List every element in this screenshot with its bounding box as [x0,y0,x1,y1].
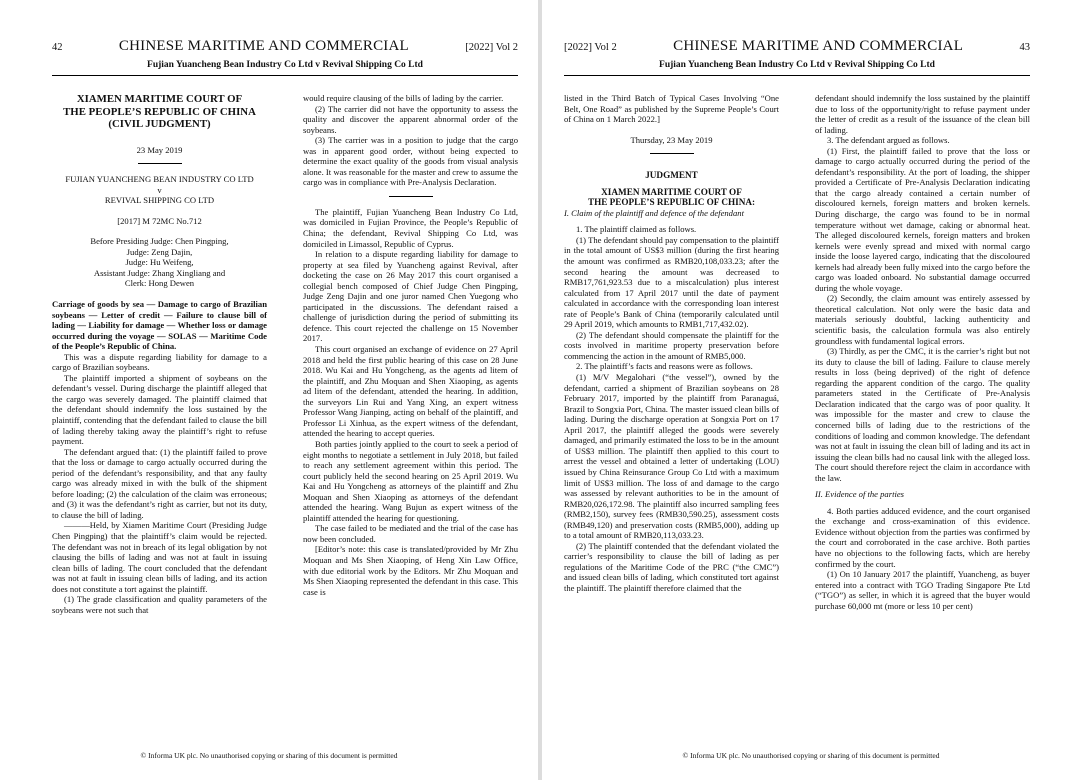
paragraph: 3. The defendant argued as follows. [827,135,950,146]
paragraph: 2. The plaintiff’s facts and reasons were as follows. [576,361,753,372]
text-columns [564,93,1030,743]
paragraph: This was a dispute regarding liability for damage to a cargo of Brazilian soybeans. [52,351,267,373]
paragraph: [Editor’s note: this case is translated/provided by Mr Zhu Moquan and Ms Shen Xiaoping, of Heng Xin Law Office, with due editorial work by the Editors. Mr Zhu Moquan and Ms Shen Xiaoping represented the defendant in this case. This case is [303,544,518,597]
versus-label: v [157,184,162,195]
judgment-date: Thursday, 23 May 2019 [630,134,713,145]
court-line: THE PEOPLE’S REPUBLIC OF CHINA [63,105,256,118]
paragraph: (1) On 10 January 2017 the plaintiff, Yuancheng, as buyer entered into a contract with TGO Trading Singapore Pte Ltd (“TGO”) as seller, in which it is agreed that the buyer would purchase 60,000 mt (more or less 10 per cent) [815,569,1030,611]
volume-label: [2022] Vol 2 [564,42,617,53]
paragraph: defendant should indemnify the loss sustained by the plaintiff due to loss of the opportunity/right to refuse payment under the letter of credit as a result of the issuance of the clean bill of lading. [815,93,1030,135]
bench-list [52,236,267,289]
divider [138,163,182,164]
paragraph: would require clausing of the bills of lading by the carrier. [303,93,504,103]
paragraph: (2) Secondly, the claim amount was entirely assessed by theoretical calculation. Not only were the basic data and materials seriously doubtful, lacking authenticity and scientific basis, the calculation formula was also entirely groundless with fundamental logical errors. [815,293,1030,346]
paragraph: (3) Thirdly, as per the CMC, it is the carrier’s right but not its duty to clause the bill of lading. Failure to clause merely results in loss (being deprived) of the right of defence regarding the apparent condition of the cargo. The quality parameters stated in the Certificate of Pre-Analysis Declaration indicated that the cargo was of poor quality. It was impossible for the master and crew to clause the concerned bills of lading due to the restrictions of the conditions of loading and common knowledge. The defendant was not at fault in issuing the clean bill of lading and its act in issuing the clean bills had no causal link with the alleged loss. The court should therefore reject the claim in accordance with the law. [815,346,1030,483]
court-line: THE PEOPLE’S REPUBLIC OF CHINA: [587,197,756,208]
judgment-heading: JUDGMENT [645,170,698,181]
left-page [0,0,538,780]
court-line: XIAMEN MARITIME COURT OF [76,93,243,105]
text-columns [52,93,518,743]
journal-title: CHINESE MARITIME AND COMMERCIAL [673,38,964,54]
right-page [542,0,1080,780]
bench-line: Judge: Hu Weifeng, [125,257,194,268]
paragraph: listed in the Third Batch of Typical Cases Involving “One Belt, One Road” as published by the Supreme People’s Court of China on 1 March 2022.] [564,93,779,125]
paragraph: The plaintiff imported a shipment of soybeans on the defendant’s vessel. During discharge the plaintiff alleged that the cargo was severely damaged. The plaintiff claimed that the defendant should indemnify the loss sustained by the plaintiff, contending that the defendant failed to clause the bill of lading thereby taking away the plaintiff’s right to refuse payment. [52,372,267,447]
copyright-footer: © Informa UK plc. No unauthorised copying or sharing of this document is permitted [682,751,940,760]
party-plaintiff: FUJIAN YUANCHENG BEAN INDUSTRY CO LTD [65,174,254,185]
party-defendant: REVIVAL SHIPPING CO LTD [104,195,215,206]
volume-label: [2022] Vol 2 [465,42,518,53]
case-title: Fujian Yuancheng Bean Industry Co Ltd v Revival Shipping Co Ltd [564,60,1030,76]
divider [389,196,433,197]
running-header [564,38,1030,55]
paragraph: Both parties jointly applied to the court to seek a period of eight months to negotiate a settlement in July 2018, but failed to reach any settlement agreement within this period. The court publicly held the second hearing on 25 April 2019. Wu Kai and Hu Yongcheng as attorneys of the plaintiff and Zhu Moquan and Shen Xiaoping as attorneys of the defendant attended the hearing. Wang Bujun as expert witness of the plaintiff attended the hearing for questioning. [303,438,518,523]
paragraph: The case failed to be mediated and the trial of the case has now been concluded. [303,523,518,544]
running-header [52,38,518,55]
case-number: [2017] M 72MC No.712 [117,215,202,226]
paragraph: (2) The plaintiff contended that the defendant violated the carrier’s responsibility to clause the bill of lading as per regulations of the Maritime Code of the PRC (“the CMC”) and issued clean bills of lading, which constituted tort against the plaintiff. The plaintiff therefore claimed that the [564,540,779,593]
case-title: Fujian Yuancheng Bean Industry Co Ltd v Revival Shipping Co Ltd [52,60,518,76]
bench-line: Before Presiding Judge: Chen Pingping, [90,236,229,247]
left-column-1 [52,93,267,743]
copyright-footer: © Informa UK plc. No unauthorised copying or sharing of this document is permitted [140,751,398,760]
court-line: (CIVIL JUDGMENT) [108,118,211,130]
page-number: 42 [52,42,63,53]
paragraph: ———Held, by Xiamen Maritime Court (Presiding Judge Chen Pingping) that the plaintiff’s claim would be rejected. The defendant was not in breach of its legal obligation by not clausing the bills of lading and was not at fault in issuing clean bills of lading. The court concluded that the defendant was not at fault in issuing clean bills of lading, and its action does not constitute a tort against the plaintiff. [52,520,267,594]
bench-line: Assistant Judge: Zhang Xingliang and [93,267,226,278]
paragraph: The plaintiff, Fujian Yuancheng Bean Industry Co Ltd, was domiciled in Fujian Province, the People’s Republic of China; the defendant, Revival Shipping Co Ltd, was domiciled in Limassol, Republic of Cyprus. [303,206,518,249]
paragraph: (1) First, the plaintiff failed to prove that the loss or damage to cargo actually occurred during the period of the defendant’s responsibility. At the port of loading, the shipper provided a Certificate of Pre-Analysis Declaration indicating that the cargo already contained a certain number of discoloured kernels, foreign matters and broken kernels. During discharge, the cargo was found to be in normal temperature without wet damage, caking or abnormal heat. The alleged discoloured kernels, foreign matters and broken kernels were evenly spread and mixed with normal cargo inside the loose layered cargo, indicating that the discoloured kernels had already been fully mixed into the cargo before the cargo was loaded onboard. No substantial damage occurred during the whole voyage. [815,145,1030,293]
paragraph: (2) The carrier did not have the opportunity to assess the quality and discover the apparent abnormal order of the soybeans. [303,103,518,135]
paragraph: The defendant argued that: (1) the plaintiff failed to prove that the loss or damage to cargo actually occurred during the period of the defendant’s responsibility, and that any faulty cargo was already mixed in with the bulk of the shipment before loading; (2) the calculation of the claim was erroneous; and (3) it was the defendant’s right as carrier, but not its duty, to clause the bill of lading. [52,446,267,520]
section-heading: II. Evidence of the parties [815,489,905,500]
paragraph: (1) The defendant should pay compensation to the plaintiff in the total amount of US$3 million (during the first hearing the amount was confirmed as RMB20,108,033.23; after the second hearing the amount was decreased to RMB17,761,923.53 due to a miscalculation) plus interest calculated from 17 April 2017 until the date of payment calculated in accordance with the corresponding loan interest rate of People’s Bank of China (temporarily calculated until 29 April 2019, which amounts to RMB1,717,432.02). [564,234,779,330]
paragraph: 4. Both parties adduced evidence, and the court organised the exchange and cross-examination of this evidence. Evidence without objection from the parties was confirmed by the court and corroborated in the case archive. Both parties have no objections to the following facts, which are hereby confirmed by the court. [815,505,1030,569]
paragraph: (1) The grade classification and quality parameters of the soybeans were not such that [52,594,267,615]
paragraph: 1. The plaintiff claimed as follows. [576,224,697,235]
bench-line: Judge: Zeng Dajin, [126,246,193,257]
divider [650,153,694,154]
court-line: XIAMEN MARITIME COURT OF [601,186,742,197]
paragraph: (1) M/V Megalohari (“the vessel”), owned by the defendant, carried a shipment of Brazilian soybeans on 28 February 2017, imported by the plaintiff from Paranaguá, Brazil to Songxia Port, China. The master issued clean bills of lading. During the discharge operation at Songxia Port on 17 April 2017, the plaintiff alleged the goods were severely damaged, and primarily estimated the loss to be in the amount of US$3 million. The plaintiff then applied to this court to arrest the vessel and obtained a letter of undertaking (LOU) issued by China Reinsurance Group Co Ltd with a maximum limit of US$3 million. The loss of and damage to the cargo was assessed by relevant authorities to be in the amount of RMB20,026,172.98. The plaintiff also incurred sampling fees (RMB2,150), survey fees (RMB30,590.25), assessment costs (RMB49,120) and preservation costs (RMB5,000), adding up to a total amount of RMB20,113,033.23. [564,372,779,541]
catchwords: Carriage of goods by sea — Damage to cargo of Brazilian soybeans — Letter of credit — Failure to clause bill of lading — Liability for damage — Whether loss or damage occurred during the voyage — SOLAS — Maritime Code of the People’s Republic of China. [52,298,267,352]
court-name [564,187,779,208]
paragraph: This court organised an exchange of evidence on 27 April 2018 and held the first public hearing of this case on 28 June 2018. Wu Kai and Hu Yongcheng, as the agents ad litem of the plaintiff, and Zhu Moquan and Shen Xiaoping, as agents ad litem of the defendant, attended the hearing. In addition, the surveyors Lin Rui and Yang Xing, an expert witness Professor Wang Jianping, acting on behalf of the plaintiff, and Professor Li Xinhua, as the expert witness of the defendant, attended the hearing to accept queries. [303,344,518,439]
section-heading: I. Claim of the plaintiff and defence of the defendant [564,207,744,218]
journal-title: CHINESE MARITIME AND COMMERCIAL [118,38,409,54]
right-column-1 [564,93,779,743]
paragraph: In relation to a dispute regarding liability for damage to property at sea filed by Yuancheng against Revival, after docketing the case on 26 May 2017 this court organised a collegial bench composed of Chief Judge Chen Pingping, Judge Zeng Dajin and one juror named Chen Yuegong who participated in the discussions. The defendant raised a challenge of jurisdiction during the period of submitting its defence. This court rejected the challenge on 15 November 2017. [303,249,518,344]
bench-line: Clerk: Hong Dewen [124,278,195,289]
right-column-2 [815,93,1030,743]
judgment-date: 23 May 2019 [136,144,183,155]
paragraph: (3) The carrier was in a position to judge that the cargo was in apparent good order, without being expected to determine the exact quality of the goods from visual analysis alone. It was reasonable for the master and crew to assume the cargo was in compliance with Pre-Analysis Declaration. [303,135,518,188]
page-number: 43 [1019,42,1030,53]
left-column-2 [303,93,518,743]
paragraph: (2) The defendant should compensate the plaintiff for the costs involved in maritime property preservation before commencing the action in the amount of RMB5,000. [564,329,779,361]
court-name [52,93,267,131]
